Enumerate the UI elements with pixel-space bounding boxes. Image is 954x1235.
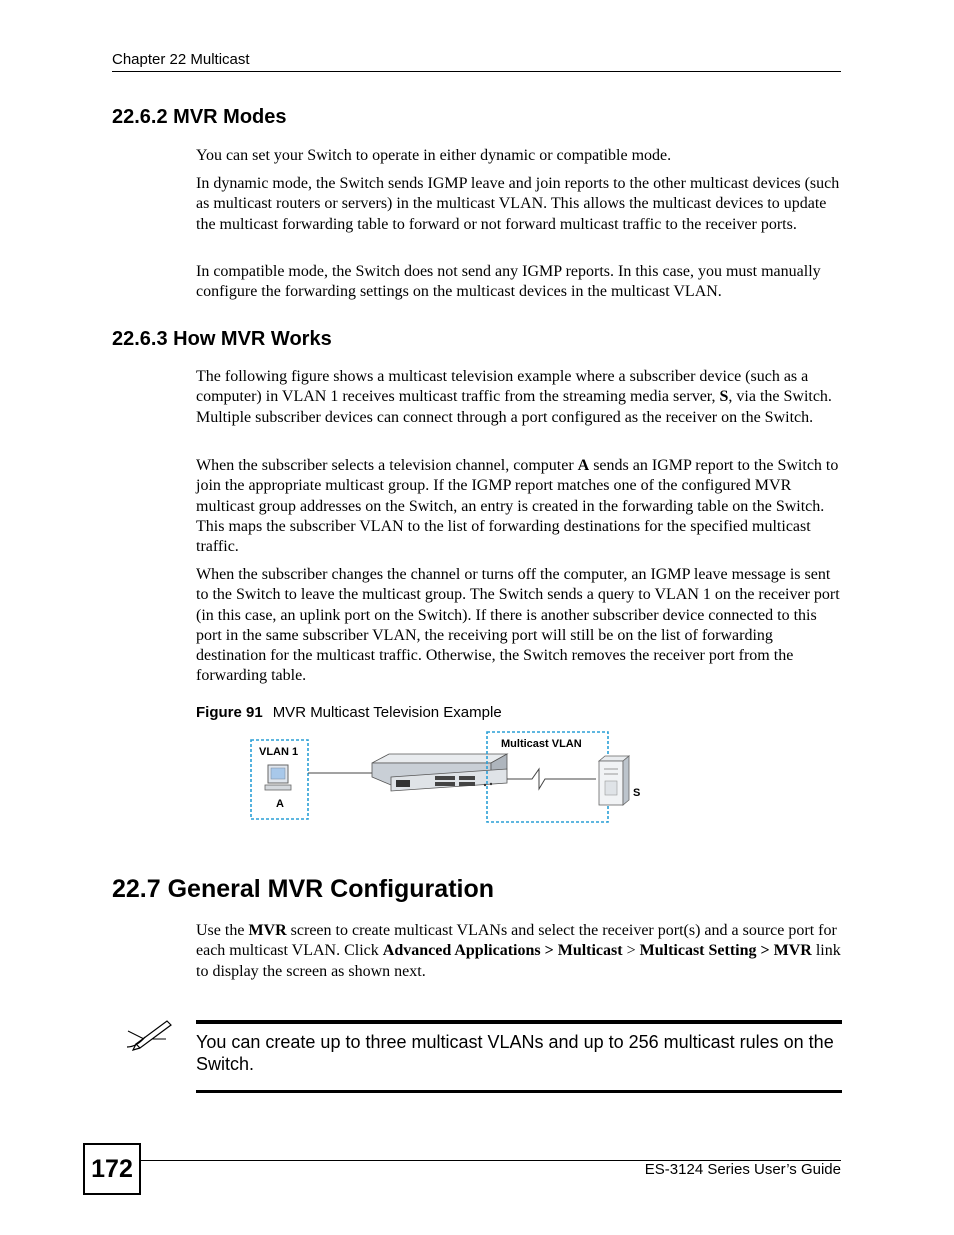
footer-guide-title: ES-3124 Series User’s Guide — [644, 1161, 841, 1178]
server-label: S — [633, 787, 641, 799]
computer-label: A — [276, 798, 284, 810]
figure-title: MVR Multicast Television Example — [272, 704, 502, 721]
mvr-figure — [249, 729, 644, 825]
computer-icon — [265, 765, 291, 790]
server-icon — [599, 756, 629, 805]
section-heading-how-mvr-works: 22.6.3 How MVR Works — [112, 328, 332, 350]
note-text: You can create up to three multicast VLANs and up to 256 multicast rules on the Switch. — [196, 1032, 834, 1074]
paragraph: When the subscriber changes the channel or turns off the computer, an IGMP leave message is sent to the Switch to leave the multicast group. The Switch sends a query to VLAN 1 on the receiver port (in this case, an uplink port on the Switch). If there is another subscriber device connected to this port in the same subscriber VLAN, the receiving port will still be on the list of forwarding destination for the multicast traffic. Otherwise, the Switch removes the receiver port from the forwarding table. — [196, 566, 840, 685]
multicast-vlan-label: Multicast VLAN — [501, 738, 582, 750]
running-header: Chapter 22 Multicast — [112, 51, 250, 68]
section-heading-mvr-modes: 22.6.2 MVR Modes — [112, 106, 287, 128]
vlan1-label: VLAN 1 — [259, 746, 299, 758]
section-heading-general-mvr-configuration: 22.7 General MVR Configuration — [112, 875, 495, 903]
paragraph: When the subscriber selects a television channel, computer A sends an IGMP report to the Switch to join the appropriate multicast group. If the IGMP report matches one of the configured MVR multicast group addresses on the Switch, an entry is created in the forwarding table on the Switch. This maps the subscriber VLAN to the list of forwarding destinations for the specified multicast traffic. — [196, 457, 839, 556]
header-rule — [112, 71, 841, 72]
paragraph: Use the MVR screen to create multicast VLANs and select the receiver port(s) and a source port for each multicast VLAN. Click Advanced Applications > Multicast > Multicast Setting > MVR link to display the screen as shown next. — [196, 922, 841, 980]
paragraph: In compatible mode, the Switch does not send any IGMP reports. In this case, you must manually configure the forwarding settings on the multicast devices in the multicast VLAN. — [196, 263, 821, 301]
figure-label: Figure 91 — [196, 704, 263, 721]
paragraph: In dynamic mode, the Switch sends IGMP leave and join reports to the other multicast devices (such as multicast routers or servers) in the multicast VLAN. This allows the multicast devices to update the multicast forwarding table to forward or not forward multicast traffic to the receiver ports. — [196, 175, 840, 233]
note-rule — [196, 1090, 842, 1093]
paragraph: The following figure shows a multicast television example where a subscriber device (such as a computer) in VLAN 1 receives multicast traffic from the streaming media server, S, via the Switch. Multiple subscriber devices can connect through a port configured as the receiver on the Switch. — [196, 368, 832, 426]
paragraph: You can set your Switch to operate in either dynamic or compatible mode. — [196, 147, 672, 164]
link-line — [507, 769, 596, 789]
figure-caption — [196, 704, 502, 721]
note-rule — [196, 1020, 842, 1024]
pen-note-icon — [124, 1017, 176, 1053]
page-number: 172 — [83, 1143, 141, 1195]
